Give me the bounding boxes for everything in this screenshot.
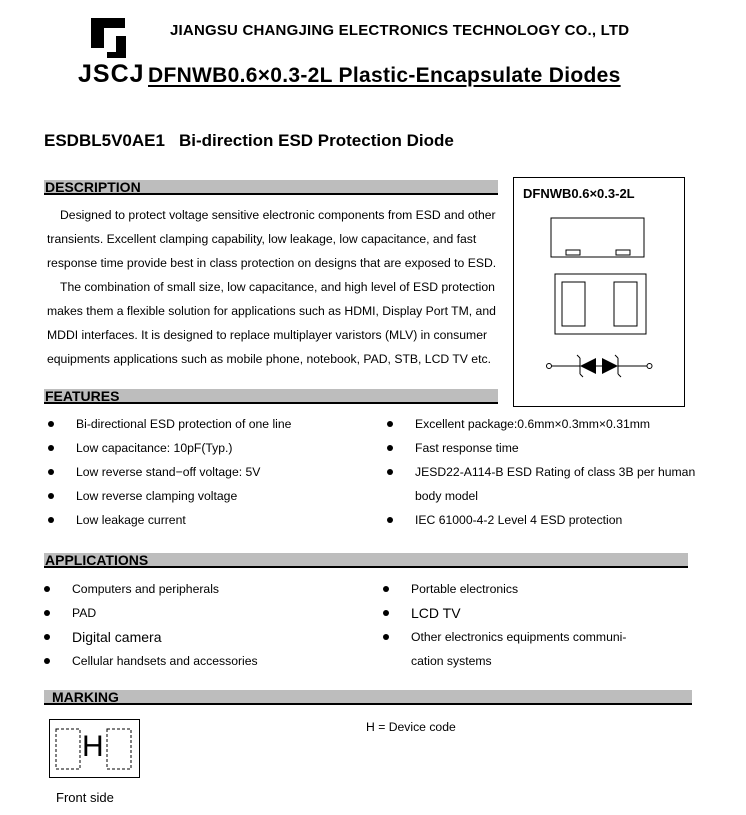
bullet-icon — [383, 610, 389, 616]
marking-legend: H = Device code — [366, 720, 456, 734]
bullet-icon — [44, 634, 50, 640]
package-bottom-pad-left — [562, 282, 585, 326]
list-item: IEC 61000-4-2 Level 4 ESD protection — [387, 508, 717, 532]
description-line: equipments applications such as mobile phone, notebook, PAD, STB, LCD TV etc. — [47, 352, 491, 366]
bullet-icon — [387, 421, 393, 427]
list-item: PAD — [44, 601, 364, 625]
list-item: Cellular handsets and accessories — [44, 649, 364, 673]
applications-heading: APPLICATIONS — [45, 552, 149, 568]
bullet-icon — [48, 421, 54, 427]
list-item: Low reverse clamping voltage — [48, 484, 368, 508]
list-item: LCD TV — [383, 601, 713, 625]
bullet-icon — [387, 445, 393, 451]
logo-text: JSCJ — [78, 60, 145, 88]
features-heading: FEATURES — [45, 388, 120, 404]
product-line-title: DFNWB0.6×0.3-2L Plastic-Encapsulate Diodes — [148, 64, 621, 87]
bullet-icon — [44, 586, 50, 592]
list-item: Low capacitance: 10pF(Typ.) — [48, 436, 368, 460]
bidirectional-diode-symbol-icon — [547, 355, 653, 377]
list-item: Digital camera — [44, 625, 364, 649]
description-line: makes them a flexible solution for applications such as HDMI, Display Port TM, and — [47, 304, 496, 318]
bullet-icon — [383, 586, 389, 592]
bullet-icon — [48, 493, 54, 499]
marking-caption: Front side — [56, 790, 114, 805]
description-line: The combination of small size, low capacitance, and high level of ESD protection — [60, 280, 495, 294]
part-title — [44, 131, 454, 151]
bullet-icon — [48, 445, 54, 451]
package-bottom-view — [555, 274, 646, 334]
description-line: transients. Excellent clamping capability, low leakage, low capacitance, and fast — [47, 232, 477, 246]
marking-section-bar — [44, 690, 692, 705]
list-item: JESD22-A114-B ESD Rating of class 3B per human — [387, 460, 717, 484]
description-line: MDDI interfaces. It is designed to replace multiplayer varistors (MLV) in consumer — [47, 328, 488, 342]
list-item: Fast response time — [387, 436, 717, 460]
part-description: Bi-direction ESD Protection Diode — [178, 131, 454, 150]
package-title: DFNWB0.6×0.3-2L — [523, 186, 635, 201]
list-item-continuation: body model — [415, 489, 479, 503]
bullet-icon — [44, 610, 50, 616]
package-bottom-pad-right — [614, 282, 637, 326]
part-number: ESDBL5V0AE1 — [44, 131, 165, 150]
features-list-left — [48, 412, 368, 532]
bullet-icon — [48, 517, 54, 523]
list-item-continuation: cation systems — [411, 654, 492, 668]
package-side-pad-left — [566, 250, 580, 255]
applications-list-left — [44, 577, 364, 673]
marking-pad-right — [107, 729, 131, 769]
bullet-icon — [48, 469, 54, 475]
marking-pad-left — [56, 729, 80, 769]
package-side-pad-right — [616, 250, 630, 255]
list-item: Excellent package:0.6mm×0.3mm×0.31mm — [387, 412, 717, 436]
company-name: JIANGSU CHANGJING ELECTRONICS TECHNOLOGY CO., LTD — [170, 22, 630, 39]
description-line: Designed to protect voltage sensitive electronic components from ESD and other — [60, 208, 496, 222]
applications-list-right — [383, 577, 713, 673]
description-body — [47, 203, 499, 371]
list-item: Low leakage current — [48, 508, 368, 532]
marking-heading: MARKING — [52, 689, 119, 705]
description-line: response time provide best in class protection on designs that are exposed to ESD. — [47, 256, 497, 270]
description-heading: DESCRIPTION — [45, 179, 141, 195]
list-item: Portable electronics — [383, 577, 713, 601]
bullet-icon — [383, 634, 389, 640]
list-item: Low reverse stand−off voltage: 5V — [48, 460, 368, 484]
list-item: Other electronics equipments communi- — [383, 625, 713, 649]
list-item: Computers and peripherals — [44, 577, 364, 601]
bullet-icon — [387, 469, 393, 475]
features-list-right — [387, 412, 717, 532]
package-drawing — [514, 210, 684, 400]
bullet-icon — [44, 658, 50, 664]
bullet-icon — [387, 517, 393, 523]
marking-code: H — [82, 730, 104, 763]
list-item: Bi-directional ESD protection of one line — [48, 412, 368, 436]
